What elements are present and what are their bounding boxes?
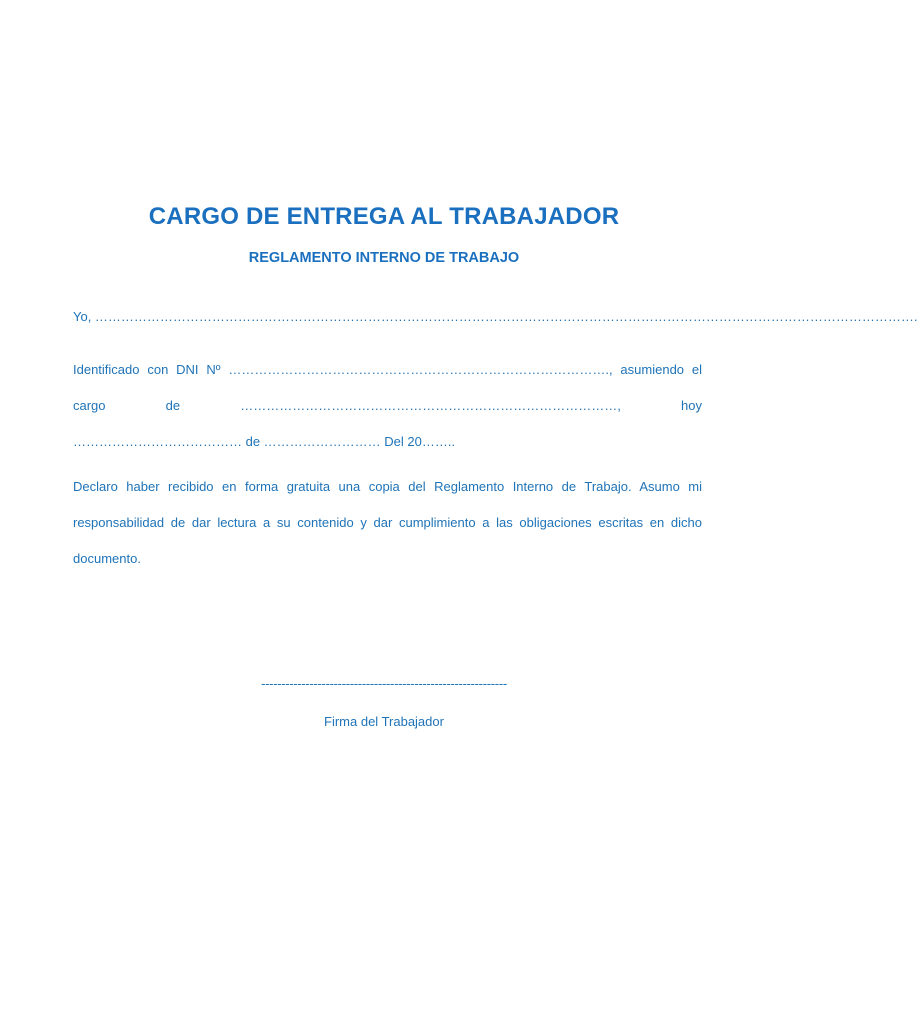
signature-line: ------------------------------------------------------------- [261,676,507,691]
name-line: Yo, ………………………………………………………………………………………………………………………………………………………………………. [73,309,918,324]
signature-label: Firma del Trabajador [324,714,444,729]
declaration-paragraph: Declaro haber recibido en forma gratuita una copia del Reglamento Interno de Trabajo. Asumo mi responsabilidad de dar lectura a su contenido y dar cumplimiento a las obligaciones escritas en dicho documento. [73,479,702,566]
document-title: CARGO DE ENTREGA AL TRABAJADOR [148,203,620,230]
dni-paragraph: Identificado con DNI Nº ……………………………………………………………………………., asumiendo el cargo de ……………………………………………………………………………, hoy ………………………………… de ……………………… Del 20…….. [73,362,702,449]
document-subtitle: REGLAMENTO INTERNO DE TRABAJO [248,250,520,266]
